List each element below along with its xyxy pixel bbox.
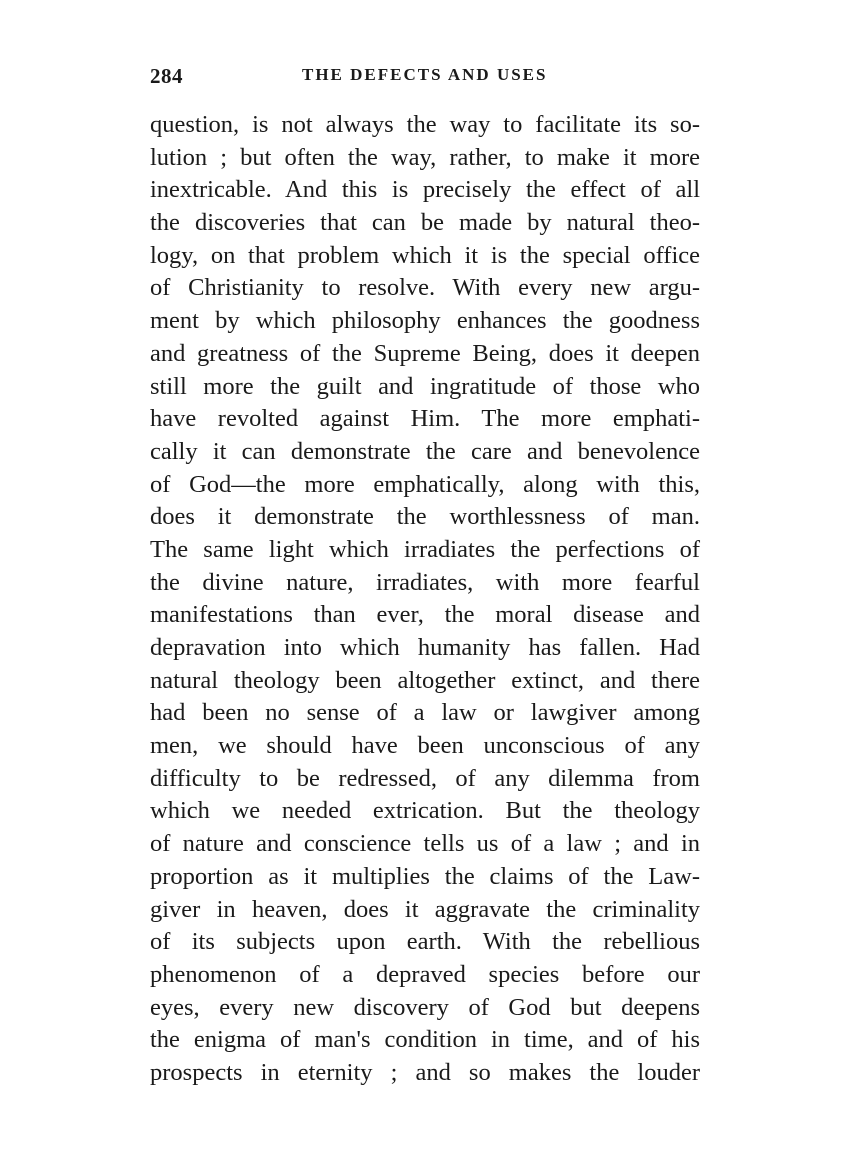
- text-line: cally it can demonstrate the care and benevolence: [150, 437, 700, 465]
- text-line: difficulty to be redressed, of any dilemma from: [150, 764, 700, 792]
- page-header: [150, 64, 700, 88]
- text-line: proportion as it multiplies the claims of the Law-: [150, 862, 700, 890]
- text-line: inextricable. And this is precisely the effect of all: [150, 176, 700, 204]
- text-line: of God—the more emphatically, along with this,: [150, 470, 700, 498]
- text-line: the enigma of man's condition in time, and of his: [150, 1026, 700, 1054]
- text-line: and greatness of the Supreme Being, does it deepen: [150, 339, 700, 367]
- text-line: of Christianity to resolve. With every new argu-: [150, 274, 700, 302]
- text-line: natural theology been altogether extinct, and there: [150, 666, 700, 694]
- text-line: still more the guilt and ingratitude of those who: [150, 372, 700, 400]
- text-line: eyes, every new discovery of God but deepens: [150, 993, 700, 1021]
- text-line: logy, on that problem which it is the special office: [150, 241, 700, 269]
- text-line: phenomenon of a depraved species before our: [150, 960, 700, 988]
- page-number: 284: [150, 64, 183, 88]
- running-title: THE DEFECTS AND USES: [302, 65, 548, 84]
- text-line: ment by which philosophy enhances the goodness: [150, 307, 700, 335]
- text-line: men, we should have been unconscious of any: [150, 732, 700, 760]
- text-line: manifestations than ever, the moral disease and: [150, 601, 700, 629]
- text-line: lution ; but often the way, rather, to make it more: [150, 143, 700, 171]
- body-text: [150, 109, 700, 1090]
- text-line: which we needed extrication. But the theology: [150, 797, 700, 825]
- text-line: depravation into which humanity has fallen. Had: [150, 634, 700, 661]
- text-line: does it demonstrate the worthlessness of man.: [150, 503, 700, 531]
- text-line: The same light which irradiates the perfections of: [150, 535, 700, 563]
- text-line: have revolted against Him. The more emphati-: [150, 405, 700, 433]
- text-line: the discoveries that can be made by natural theo-: [150, 209, 700, 237]
- text-line: the divine nature, irradiates, with more fearful: [150, 568, 700, 596]
- text-line: of its subjects upon earth. With the rebellious: [150, 928, 700, 956]
- text-line: giver in heaven, does it aggravate the criminality: [150, 895, 700, 923]
- text-line: had been no sense of a law or lawgiver among: [150, 699, 700, 727]
- text-line: prospects in eternity ; and so makes the louder: [150, 1058, 700, 1086]
- text-line: question, is not always the way to facilitate its so-: [150, 111, 700, 138]
- text-line: of nature and conscience tells us of a law ; and in: [150, 830, 700, 858]
